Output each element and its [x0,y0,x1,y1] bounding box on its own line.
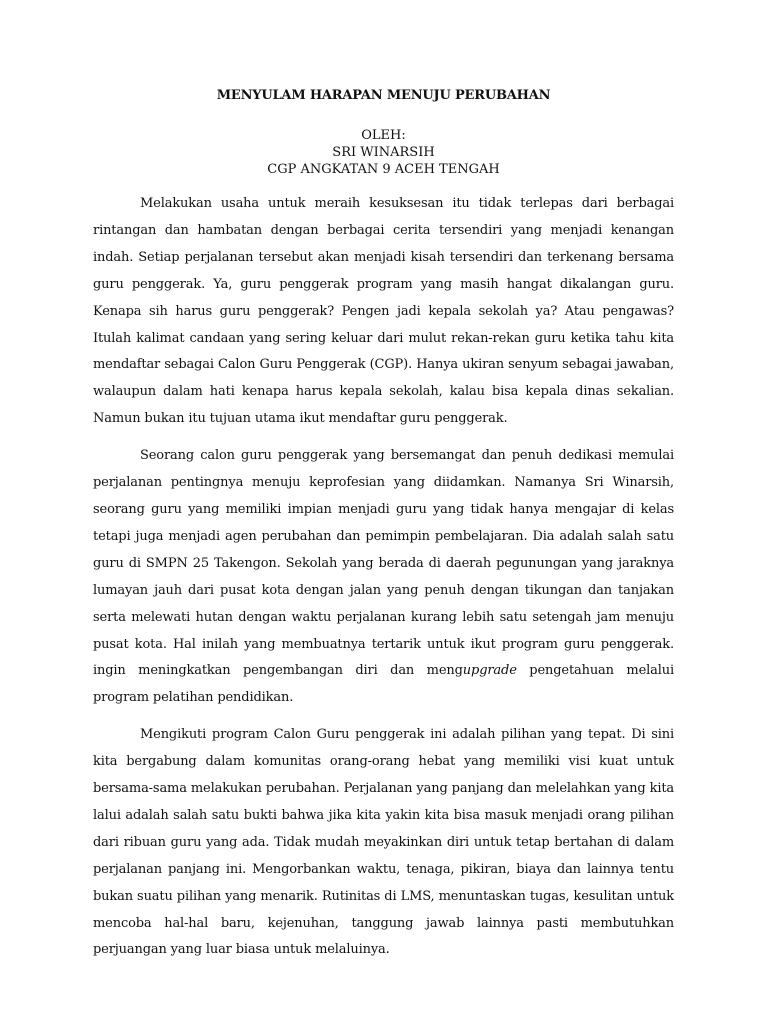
byline-affiliation: CGP ANGKATAN 9 ACEH TENGAH [267,162,500,177]
paragraph-2-italic-term: upgrade [462,663,517,679]
document-body [93,86,674,964]
paragraph-3: Mengikuti program Calon Guru penggerak ini adalah pilihan yang tepat. Di sini kita bergabung dalam komunitas orang-orang hebat yang memiliki visi kuat untuk bersama-sama melakukan perubahan. Perjalanan yang panjang dan melelahkan yang kita lalui adalah salah satu bukti bahwa jika kita yakin kita bisa masuk menjadi orang pilihan dari ribuan guru yang ada. Tidak mudah meyakinkan diri untuk tetap bertahan di dalam perjalanan panjang ini. Mengorbankan waktu, tenaga, pikiran, biaya dan lainnya tentu bukan suatu pilihan yang menarik. Rutinitas di LMS, menuntaskan tugas, kesulitan untuk mencoba hal-hal baru, kejenuhan, tanggung jawab lainnya pasti membutuhkan perjuangan yang luar biasa untuk melaluinya. [93,727,674,958]
byline [93,127,674,178]
paragraph-2-text-before: Seorang calon guru penggerak yang bersemangat dan penuh dedikasi memulai perjalanan pentingnya menuju keprofesian yang diidamkan. Namanya Sri Winarsih, seorang guru yang memiliki impian menjadi guru yang tidak hanya mengajar di kelas tetapi juga menjadi agen perubahan dan pemimpin pembelajaran. Dia adalah salah satu guru di SMPN 25 Takengon. Sekolah yang berada di daerah pegunungan yang jaraknya lumayan jauh dari pusat kota dengan jalan yang penuh dengan tikungan dan tanjakan serta melewati hutan dengan waktu perjalanan kurang lebih satu setengah jam menuju pusat kota. Hal inilah yang membuatnya tertarik untuk ikut program guru penggerak. ingin meningkatkan pengembangan diri dan meng [93,448,674,679]
document-title: MENYULAM HARAPAN MENUJU PERUBAHAN [216,88,551,103]
paragraph-1: Melakukan usaha untuk meraih kesuksesan itu tidak terlepas dari berbagai rintangan dan hambatan dengan berbagai cerita tersendiri yang menjadi kenangan indah. Setiap perjalanan tersebut akan menjadi kisah tersendiri dan terkenang bersama guru penggerak. Ya, guru penggerak program yang masih hangat dikalangan guru. Kenapa sih harus guru penggerak? Pengen jadi kepala sekolah ya? Atau pengawas? Itulah kalimat candaan yang sering keluar dari mulut rekan-rekan guru ketika tahu kita mendaftar sebagai Calon Guru Penggerak (CGP). Hanya ukiran senyum sebagai jawaban, walaupun dalam hati kenapa harus kepala sekolah, kalau bisa kepala dinas sekalian. Namun bukan itu tujuan utama ikut mendaftar guru penggerak. [93,196,674,427]
paragraph-2-text-after: pengetahuan melalui program pelatihan pendidikan. [93,663,674,706]
paragraph-2 [93,443,674,712]
byline-label: OLEH: [361,128,406,143]
byline-author: SRI WINARSIH [332,145,435,160]
